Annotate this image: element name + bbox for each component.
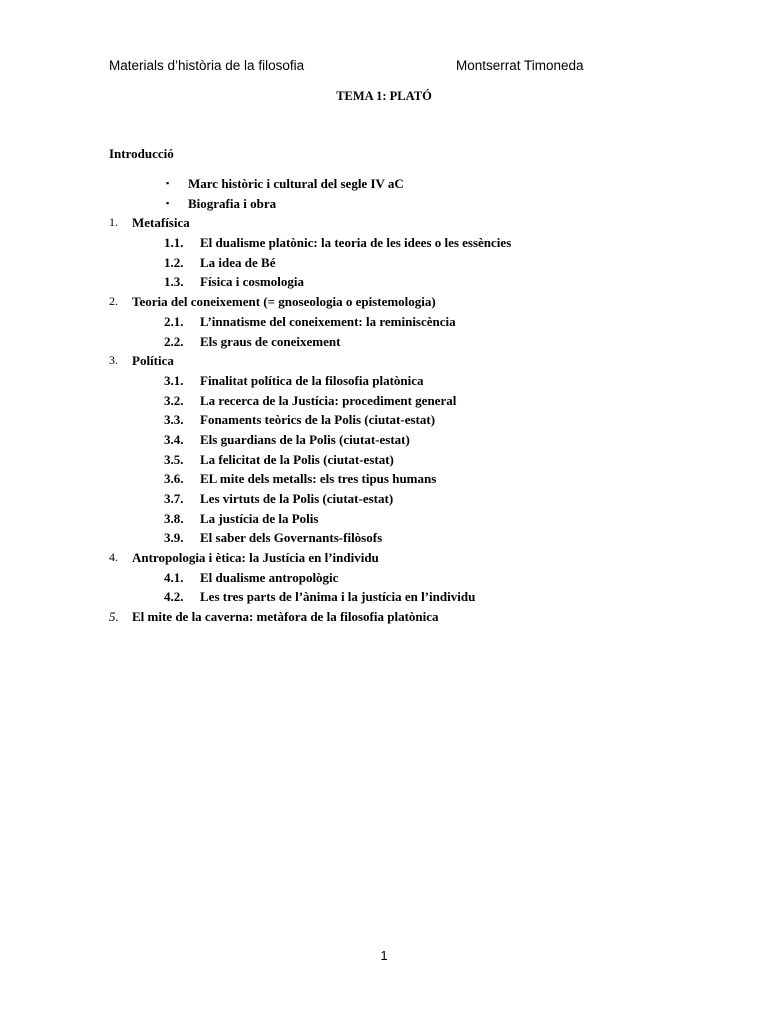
table-of-contents [0, 174, 768, 627]
subsection-title: Fonaments teòrics de la Polis (ciutat-estat) [200, 412, 436, 428]
subsection-title: La felicitat de la Polis (ciutat-estat) [200, 451, 394, 467]
subsection-title: La idea de Bé [200, 254, 276, 270]
subsection-title: Els guardians de la Polis (ciutat-estat) [200, 431, 410, 447]
header-course-title: Materials d’història de la filosofia [109, 58, 305, 73]
section-title: Metafísica [132, 215, 190, 231]
section-title: Teoria del coneixement (= gnoseologia o epistemologia) [132, 294, 436, 310]
subsection-title: El saber dels Governants-filòsofs [200, 530, 383, 546]
square-bullet-icon: ▪ [166, 178, 170, 188]
header-author: Montserrat Timoneda [456, 58, 584, 73]
subsection-number: 1.1. [164, 235, 184, 251]
subsection-number: 3.4. [164, 431, 184, 447]
bullet-item-text: Marc històric i cultural del segle IV aC [188, 176, 404, 191]
bullet-item [0, 174, 768, 194]
subsection-number: 4.2. [164, 589, 184, 605]
section-number: 5. [109, 609, 119, 625]
subsection-number: 3.8. [164, 510, 184, 526]
subsection-item [0, 469, 768, 489]
subsection-item [0, 312, 768, 332]
subsection-number: 3.9. [164, 530, 184, 546]
subsection-number: 3.7. [164, 491, 184, 506]
subsection-item [0, 410, 768, 430]
subsection-number: 3.3. [164, 412, 184, 428]
subsection-number: 4.1. [164, 569, 184, 585]
subsection-number: 2.2. [164, 333, 184, 349]
section-heading [0, 548, 768, 568]
subsection-title: EL mite dels metalls: els tres tipus humans [200, 471, 437, 487]
section-title: El mite de la caverna: metàfora de la filosofia platònica [132, 609, 439, 625]
subsection-item [0, 371, 768, 391]
section-heading [0, 351, 768, 371]
section-title: Política [132, 353, 174, 369]
section-number: 3. [109, 353, 118, 368]
square-bullet-icon: ▪ [166, 197, 170, 208]
section-heading [0, 607, 768, 627]
subsection-title: La recerca de la Justícia: procediment general [200, 392, 457, 408]
subsection-item [0, 568, 768, 588]
subsection-number: 2.1. [164, 313, 184, 329]
subsection-title: Els graus de coneixement [200, 333, 341, 349]
subsection-title: Les tres parts de l’ànima i la justícia en l’individu [200, 589, 476, 605]
section-heading [0, 213, 768, 233]
subsection-number: 1.2. [164, 254, 184, 270]
section-title: Antropologia i ètica: la Justícia en l’individu [132, 550, 379, 566]
section-number: 2. [109, 294, 118, 309]
subsection-title: El dualisme antropològic [200, 569, 339, 585]
bullet-item [0, 194, 768, 214]
bullet-item-text: Biografia i obra [188, 195, 277, 211]
subsection-number: 3.1. [164, 372, 184, 388]
subsection-item [0, 253, 768, 273]
subsection-number: 3.5. [164, 451, 184, 467]
subsection-item [0, 272, 768, 292]
subsection-item [0, 233, 768, 253]
subsection-item [0, 528, 768, 548]
page-title: TEMA 1: PLATÓ [336, 89, 432, 103]
subsection-item [0, 391, 768, 411]
subsection-item [0, 587, 768, 607]
subsection-item [0, 489, 768, 509]
subsection-item [0, 332, 768, 352]
section-number: 4. [109, 550, 118, 565]
subsection-title: L’innatisme del coneixement: la reminiscència [200, 313, 456, 329]
subsection-number: 1.3. [164, 274, 184, 290]
subsection-title: La justícia de la Polis [200, 510, 319, 526]
subsection-number: 3.6. [164, 471, 184, 487]
subsection-title: Les virtuts de la Polis (ciutat-estat) [200, 491, 394, 506]
subsection-item [0, 430, 768, 450]
subsection-number: 3.2. [164, 392, 184, 408]
subsection-item [0, 450, 768, 470]
subsection-title: El dualisme platònic: la teoria de les idees o les essències [200, 235, 512, 251]
subsection-title: Física i cosmologia [200, 274, 304, 290]
page-number: 1 [380, 948, 388, 963]
section-number: 1. [109, 215, 118, 230]
section-heading [0, 292, 768, 312]
intro-heading: Introducció [109, 146, 174, 161]
subsection-item [0, 509, 768, 529]
subsection-title: Finalitat política de la filosofia platònica [200, 372, 424, 388]
